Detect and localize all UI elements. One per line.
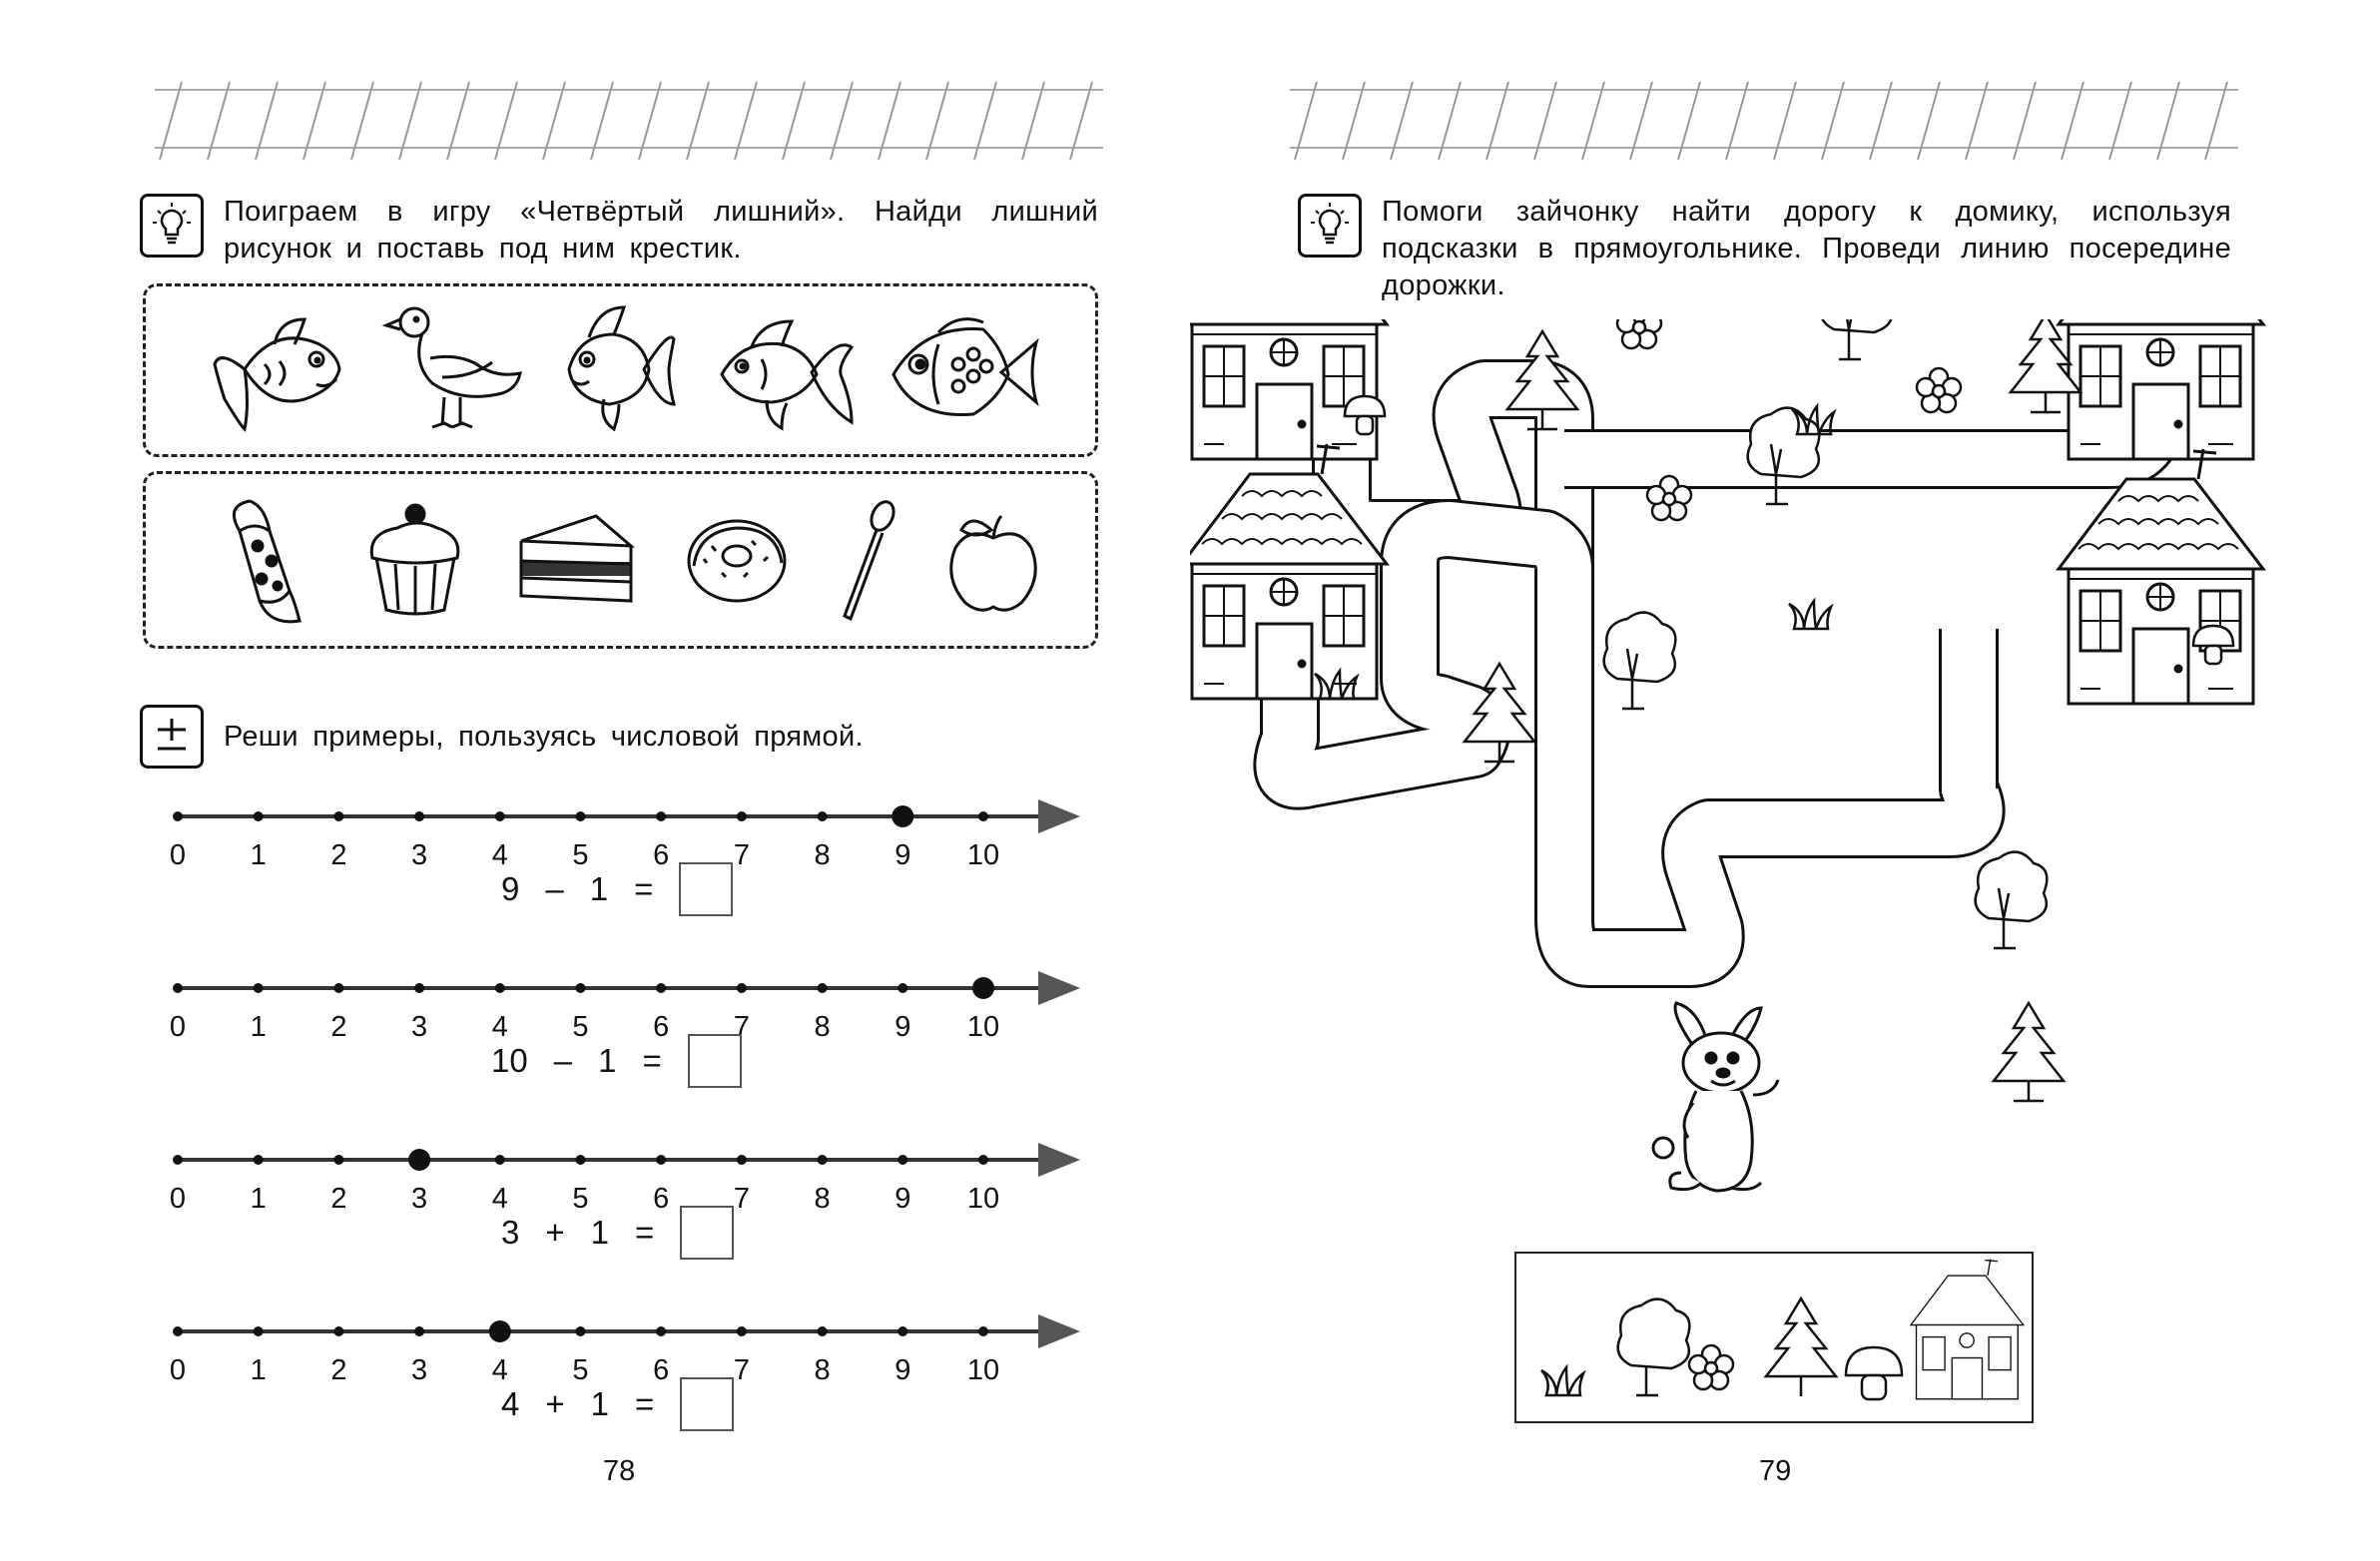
task-number-line-text: Реши примеры, пользуясь числовой прямой.	[224, 721, 864, 753]
handwriting-lines	[0, 78, 1190, 168]
tick-label: 8	[814, 1354, 831, 1386]
tick-label: 3	[411, 1183, 428, 1215]
equation	[491, 1034, 742, 1088]
answer-box[interactable]	[680, 1377, 734, 1431]
tick-label: 10	[966, 1183, 1000, 1215]
donut-icon[interactable]	[682, 511, 792, 611]
equation-left: 4	[501, 1385, 520, 1422]
tick-point	[495, 983, 505, 993]
grass-icon	[1541, 1367, 1583, 1395]
tick-point	[737, 811, 747, 821]
tick-label: 4	[491, 1011, 508, 1043]
right-page	[1190, 0, 2380, 1561]
tick-point	[737, 983, 747, 993]
tick-label: 1	[250, 839, 267, 871]
tick-point	[333, 1326, 343, 1336]
flower-icon	[1689, 1345, 1733, 1389]
tick-point	[254, 1155, 264, 1165]
tick-label: 5	[572, 1354, 589, 1386]
tick-label: 1	[250, 1354, 267, 1386]
marked-point	[489, 1320, 511, 1342]
tree-icon	[1604, 613, 1676, 709]
tick-label: 9	[894, 1011, 911, 1043]
tick-label: 2	[330, 1183, 347, 1215]
tick-label: 6	[653, 1183, 670, 1215]
house-icon[interactable]	[1190, 319, 1387, 459]
tick-label: 5	[572, 1183, 589, 1215]
maze-scene	[1190, 319, 2380, 1248]
tick-point	[254, 811, 264, 821]
tree-icon	[1618, 1300, 1690, 1395]
tick-point	[656, 1155, 666, 1165]
tick-point	[656, 983, 666, 993]
tick-point	[173, 1155, 183, 1165]
arrow-right-icon	[1038, 971, 1080, 1005]
page-number: 78	[603, 1455, 636, 1487]
tick-point	[576, 811, 586, 821]
tick-point	[173, 1326, 183, 1336]
marked-point	[892, 805, 913, 827]
fir-tree-icon	[1994, 1003, 2064, 1101]
tick-point	[414, 811, 424, 821]
tick-label: 1	[250, 1183, 267, 1215]
tick-label: 4	[491, 1354, 508, 1386]
equation	[501, 1206, 734, 1260]
bunny-icon[interactable]	[1653, 1003, 1778, 1191]
tick-point	[818, 811, 828, 821]
equation-eq: =	[634, 870, 654, 907]
equation-eq: =	[635, 1385, 655, 1422]
lightbulb-icon	[1298, 194, 1362, 258]
tree-icon	[1976, 852, 2048, 948]
tick-label: 2	[330, 1354, 347, 1386]
tick-label: 6	[653, 1354, 670, 1386]
tick-label: 5	[572, 1011, 589, 1043]
tick-point	[333, 983, 343, 993]
tick-point	[737, 1326, 747, 1336]
grass-icon	[1789, 601, 1831, 629]
page-number: 79	[1759, 1455, 1792, 1487]
tick-point	[495, 811, 505, 821]
tick-label: 0	[169, 1183, 187, 1215]
tick-label: 7	[733, 839, 750, 871]
tick-label: 10	[966, 1354, 1000, 1386]
equation	[501, 1377, 734, 1431]
tick-point	[897, 983, 907, 993]
tick-label: 4	[491, 1183, 508, 1215]
arrow-right-icon	[1038, 1143, 1080, 1177]
duck-icon[interactable]	[382, 297, 522, 442]
tick-label: 3	[411, 839, 428, 871]
equation-right: 1	[598, 1042, 617, 1079]
equation	[501, 862, 733, 916]
tick-point	[414, 983, 424, 993]
equation-right: 1	[590, 1214, 609, 1251]
cake-slice-icon[interactable]	[511, 506, 641, 616]
tick-point	[818, 983, 828, 993]
equation-right: 1	[590, 1385, 609, 1422]
picture-row-animals	[205, 294, 1043, 444]
mushroom-icon	[1846, 1347, 1902, 1399]
candy-icon[interactable]	[210, 491, 319, 631]
task-odd-one-out	[140, 194, 1098, 267]
picture-row-food	[210, 487, 1043, 635]
tick-label: 5	[572, 839, 589, 871]
tick-point	[576, 983, 586, 993]
tick-label: 7	[733, 1011, 750, 1043]
plus-minus-icon	[140, 705, 204, 769]
tick-point	[737, 1155, 747, 1165]
tick-point	[818, 1326, 828, 1336]
tick-label: 8	[814, 1183, 831, 1215]
tick-label: 8	[814, 1011, 831, 1043]
tick-point	[656, 811, 666, 821]
marked-point	[972, 977, 994, 999]
fir-tree-icon	[1766, 1299, 1836, 1396]
tick-label: 7	[733, 1354, 750, 1386]
equation-left: 3	[501, 1214, 520, 1251]
flower-icon	[1917, 368, 1961, 412]
equation-eq: =	[642, 1042, 662, 1079]
tick-point	[897, 1155, 907, 1165]
equation-eq: =	[635, 1214, 655, 1251]
tick-point	[978, 811, 988, 821]
equation-op: –	[553, 1042, 573, 1079]
equation-left: 9	[501, 870, 520, 907]
flower-icon	[1617, 319, 1661, 348]
tick-point	[414, 1326, 424, 1336]
tick-label: 0	[169, 1011, 187, 1043]
cupcake-icon[interactable]	[360, 496, 470, 626]
tick-label: 9	[894, 1354, 911, 1386]
equation-op: +	[545, 1214, 565, 1251]
tick-point	[656, 1326, 666, 1336]
tick-point	[173, 983, 183, 993]
spoon-icon[interactable]	[833, 496, 902, 626]
tick-point	[333, 1155, 343, 1165]
arrow-right-icon	[1038, 1314, 1080, 1348]
tick-point	[254, 983, 264, 993]
fish-icon[interactable]	[707, 304, 857, 434]
tick-label: 7	[733, 1183, 750, 1215]
task-bunny-path-text: Помоги зайчонку найти дорогу к домику, используя подсказки в прямоугольнике. Проведи линию посередине дорожки.	[1382, 196, 2231, 301]
tick-label: 3	[411, 1011, 428, 1043]
tick-label: 1	[250, 1011, 267, 1043]
tick-label: 2	[330, 839, 347, 871]
answer-box[interactable]	[680, 1206, 734, 1260]
tick-point	[333, 811, 343, 821]
answer-box[interactable]	[688, 1034, 742, 1088]
fish-icon[interactable]	[205, 299, 354, 439]
tick-label: 3	[411, 1354, 428, 1386]
task-odd-one-out-text: Поиграем в игру «Четвёртый лишний». Найди лишний рисунок и поставь под ним крестик.	[224, 196, 1098, 264]
house-icon	[1911, 1260, 2024, 1399]
tick-point	[495, 1155, 505, 1165]
tick-label: 10	[966, 839, 1000, 871]
lightbulb-icon	[140, 194, 204, 258]
equation-op: +	[545, 1385, 565, 1422]
tick-point	[978, 1155, 988, 1165]
tick-point	[576, 1155, 586, 1165]
apple-icon[interactable]	[943, 506, 1043, 616]
tick-point	[576, 1326, 586, 1336]
handwriting-lines	[1190, 78, 2380, 168]
house-icon[interactable]	[2059, 319, 2263, 459]
tree-icon	[1821, 319, 1893, 359]
tick-label: 2	[330, 1011, 347, 1043]
task-bunny-path	[1298, 194, 2231, 304]
tick-label: 0	[169, 839, 187, 871]
arrow-right-icon	[1038, 799, 1080, 833]
tick-point	[897, 1326, 907, 1336]
tick-label: 8	[814, 839, 831, 871]
fish-icon[interactable]	[549, 299, 679, 439]
answer-box[interactable]	[679, 862, 733, 916]
tick-label: 9	[894, 1183, 911, 1215]
equation-left: 10	[491, 1042, 528, 1079]
tick-label: 4	[491, 839, 508, 871]
tick-label: 6	[653, 1011, 670, 1043]
tick-label: 0	[169, 1354, 187, 1386]
tick-label: 9	[894, 839, 911, 871]
marked-point	[408, 1149, 430, 1171]
equation-op: –	[545, 870, 564, 907]
number-line	[0, 1313, 1190, 1543]
tick-point	[173, 811, 183, 821]
tick-point	[254, 1326, 264, 1336]
fish-icon[interactable]	[884, 304, 1043, 434]
tick-label: 10	[966, 1011, 1000, 1043]
tick-point	[818, 1155, 828, 1165]
tick-point	[978, 1326, 988, 1336]
tick-label: 6	[653, 839, 670, 871]
task-number-line	[140, 705, 1098, 769]
equation-right: 1	[589, 870, 609, 907]
hint-rectangle	[1514, 1252, 2034, 1423]
